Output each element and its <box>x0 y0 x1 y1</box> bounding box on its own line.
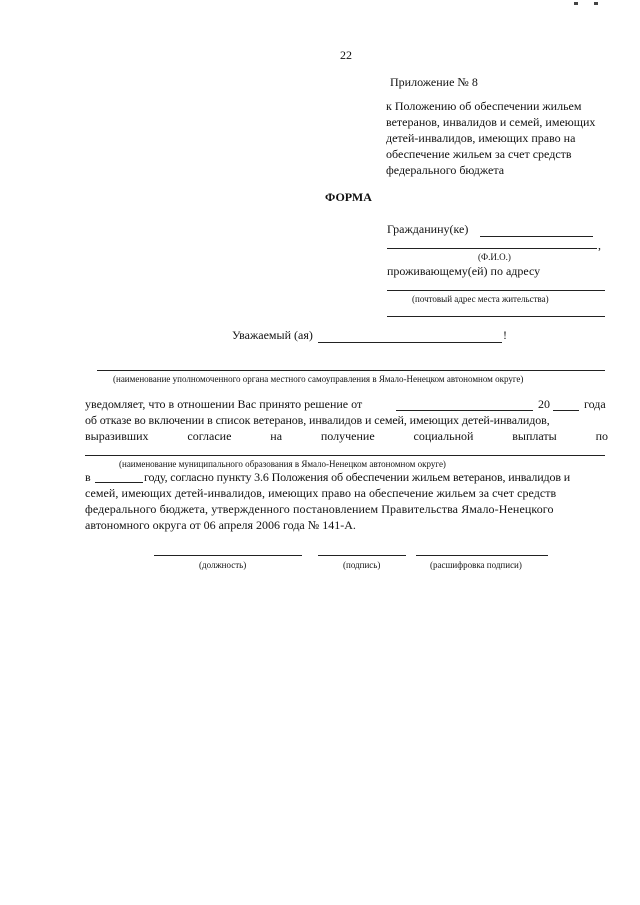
address-caption: (почтовый адрес места жительства) <box>412 294 549 304</box>
body-word: получение <box>320 429 375 443</box>
position-caption: (должность) <box>199 560 247 570</box>
body-word: согласие <box>187 429 232 443</box>
body-line-3 <box>85 429 608 444</box>
body-word: на <box>270 429 283 443</box>
body-line-5: семей, имеющих детей-инвалидов, имеющих право на обеспечение жильем за счет средств <box>85 486 557 500</box>
body-word: по <box>595 429 608 443</box>
salutation-label: Уважаемый (ая) <box>232 328 313 342</box>
appendix-line: к Положению об обеспечении жильем <box>386 99 582 113</box>
body-line-1: уведомляет, что в отношении Вас принято решение от <box>85 397 363 411</box>
body-line-7: автономного округа от 06 апреля 2006 года № 141-А. <box>85 518 356 532</box>
appendix-line: обеспечение жильем за счет средств <box>386 147 572 161</box>
body-line-2: об отказе во включении в список ветеранов, инвалидов и семей, имеющих детей-инвалидов, <box>85 413 550 427</box>
body-line-6: федерального бюджета, утвержденного постановлением Правительства Ямало-Ненецкого <box>85 502 554 516</box>
decision-year-field <box>553 410 579 411</box>
decoding-caption: (расшифровка подписи) <box>430 560 522 570</box>
body-line-4-prefix: в <box>85 470 91 484</box>
salutation-end: ! <box>503 328 507 342</box>
recipient-comma: , <box>598 238 601 252</box>
body-word: социальной <box>413 429 474 443</box>
scan-mark <box>574 2 578 5</box>
recipient-fio-field <box>480 236 593 237</box>
decision-date-field <box>396 410 533 411</box>
recipient-fio-field-2 <box>387 248 597 249</box>
decision-year: 20 <box>538 397 550 411</box>
decision-year-end: года <box>584 397 606 411</box>
authority-field <box>97 370 605 371</box>
appendix-title: Приложение № 8 <box>390 75 478 89</box>
body-word: выплаты <box>512 429 557 443</box>
body-word: выразивших <box>85 429 149 443</box>
municipality-caption: (наименование муниципального образования в Ямало-Ненецком автономном округе) <box>119 459 446 469</box>
appendix-line: ветеранов, инвалидов и семей, имеющих <box>386 115 596 129</box>
address-field-2 <box>387 316 605 317</box>
address-label: проживающему(ей) по адресу <box>387 264 541 278</box>
year-field <box>95 482 143 483</box>
municipality-field <box>85 455 605 456</box>
authority-caption: (наименование уполномоченного органа местного самоуправления в Ямало-Ненецком автономном округе) <box>113 374 524 384</box>
scan-mark <box>594 2 598 5</box>
page-number: 22 <box>340 48 352 62</box>
signature-field <box>318 555 406 556</box>
salutation-name-field <box>318 342 502 343</box>
appendix-line: федерального бюджета <box>386 163 505 177</box>
appendix-line: детей-инвалидов, имеющих право на <box>386 131 576 145</box>
address-field <box>387 290 605 291</box>
fio-caption: (Ф.И.О.) <box>478 252 511 262</box>
decoding-field <box>416 555 548 556</box>
position-field <box>154 555 302 556</box>
body-line-4: году, согласно пункту 3.6 Положения об обеспечении жильем ветеранов, инвалидов и <box>144 470 570 484</box>
recipient-label: Гражданину(ке) <box>387 222 469 236</box>
signature-caption: (подпись) <box>343 560 381 570</box>
form-heading: ФОРМА <box>325 190 372 204</box>
